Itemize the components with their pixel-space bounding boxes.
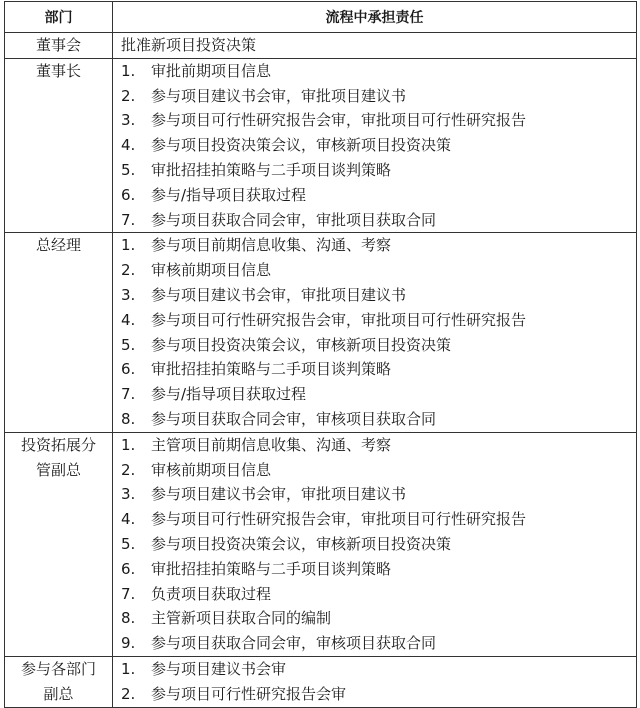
responsibility-cell: [113, 656, 637, 707]
item-text: 参与项目获取合同会审，审批项目获取合同: [151, 210, 437, 229]
department-name-line: 投资拓展分: [20, 435, 96, 454]
list-item: [113, 133, 636, 158]
item-number: 2.: [121, 460, 136, 479]
header-responsibility: 流程中承担责任: [113, 2, 637, 33]
list-item: [113, 283, 636, 308]
list-item: [113, 532, 636, 557]
item-text: 审批招挂拍策略与二手项目谈判策略: [151, 160, 392, 179]
list-item: [113, 557, 636, 582]
list-item: [113, 59, 636, 84]
item-text: 参与项目投资决策会议，审核新项目投资决策: [151, 534, 452, 553]
item-number: 3.: [121, 485, 136, 504]
list-item: [113, 333, 636, 358]
list-item: [113, 233, 636, 258]
list-item: [113, 33, 636, 58]
item-number: 4.: [121, 310, 136, 329]
item-text: 参与项目可行性研究报告会审，审批项目可行性研究报告: [151, 310, 527, 329]
department-cell: [5, 432, 113, 656]
responsibility-cell: [113, 33, 637, 59]
item-text: 参与项目可行性研究报告会审: [151, 684, 347, 703]
table-row: [5, 58, 637, 233]
department-name-line: 副总: [43, 684, 74, 703]
list-item: [113, 458, 636, 483]
item-text: 审批招挂拍策略与二手项目谈判策略: [151, 559, 392, 578]
item-number: 1.: [121, 435, 136, 454]
list-item: [113, 382, 636, 407]
item-number: 1.: [121, 236, 136, 255]
table-row: [5, 656, 637, 707]
department-name-line: 管副总: [35, 460, 81, 479]
item-number: 5.: [121, 534, 136, 553]
item-text: 审核前期项目信息: [151, 460, 272, 479]
department-cell: 董事长: [5, 58, 113, 233]
responsibility-table: [4, 1, 637, 708]
item-number: 9.: [121, 634, 136, 653]
list-item: [113, 158, 636, 183]
item-number: 8.: [121, 609, 136, 628]
item-number: 5.: [121, 160, 136, 179]
list-item: [113, 433, 636, 458]
item-text: 参与项目投资决策会议，审核新项目投资决策: [151, 136, 452, 155]
item-text: 参与项目投资决策会议，审核新项目投资决策: [151, 335, 452, 354]
department-name-line: 参与各部门: [20, 659, 96, 678]
item-number: 2.: [121, 261, 136, 280]
department-cell: 总经理: [5, 233, 113, 432]
item-text: 参与项目建议书会审，审批项目建议书: [151, 485, 407, 504]
item-text: 参与项目可行性研究报告会审，审批项目可行性研究报告: [151, 111, 527, 130]
item-number: 2.: [121, 684, 136, 703]
item-text: 参与/指导项目获取过程: [151, 185, 307, 204]
list-item: [113, 183, 636, 208]
table-row: [5, 233, 637, 432]
item-number: 1.: [121, 61, 136, 80]
item-number: 6.: [121, 360, 136, 379]
item-text: 审批招挂拍策略与二手项目谈判策略: [151, 360, 392, 379]
item-text: 参与项目建议书会审，审批项目建议书: [151, 86, 407, 105]
item-text: 参与项目获取合同会审，审核项目获取合同: [151, 409, 437, 428]
list-item: [113, 606, 636, 631]
item-text: 参与项目建议书会审，审批项目建议书: [151, 285, 407, 304]
department-cell: 董事会: [5, 33, 113, 59]
table-row: [5, 432, 637, 656]
responsibility-cell: [113, 58, 637, 233]
responsibility-cell: [113, 233, 637, 432]
item-number: 7.: [121, 210, 136, 229]
list-item: [113, 631, 636, 656]
item-number: 2.: [121, 86, 136, 105]
list-item: [113, 108, 636, 133]
item-text: 参与/指导项目获取过程: [151, 385, 307, 404]
list-item: [113, 258, 636, 283]
list-item: [113, 208, 636, 233]
item-text: 参与项目前期信息收集、沟通、考察: [151, 236, 392, 255]
item-number: 3.: [121, 285, 136, 304]
item-text: 参与项目可行性研究报告会审，审批项目可行性研究报告: [151, 510, 527, 529]
list-item: [113, 84, 636, 109]
list-item: [113, 357, 636, 382]
department-cell: [5, 656, 113, 707]
item-text: 负责项目获取过程: [151, 584, 272, 603]
item-text: 参与项目获取合同会审，审核项目获取合同: [151, 634, 437, 653]
list-item: [113, 682, 636, 707]
item-number: 7.: [121, 385, 136, 404]
responsibility-cell: [113, 432, 637, 656]
header-department: 部门: [5, 2, 113, 33]
list-item: [113, 507, 636, 532]
item-text: 主管新项目获取合同的编制: [151, 609, 332, 628]
item-text: 审批前期项目信息: [151, 61, 272, 80]
list-item: [113, 582, 636, 607]
list-item: [113, 308, 636, 333]
list-item: [113, 657, 636, 682]
item-number: 7.: [121, 584, 136, 603]
item-number: 6.: [121, 185, 136, 204]
item-text: 主管项目前期信息收集、沟通、考察: [151, 435, 392, 454]
item-text: 审核前期项目信息: [151, 261, 272, 280]
header-row: [5, 2, 637, 33]
item-number: 4.: [121, 136, 136, 155]
list-item: [113, 407, 636, 432]
item-number: 5.: [121, 335, 136, 354]
table-row: [5, 33, 637, 59]
item-text: 批准新项目投资决策: [121, 36, 257, 54]
list-item: [113, 482, 636, 507]
item-number: 8.: [121, 409, 136, 428]
item-number: 3.: [121, 111, 136, 130]
item-number: 4.: [121, 510, 136, 529]
item-number: 1.: [121, 659, 136, 678]
item-number: 6.: [121, 559, 136, 578]
item-text: 参与项目建议书会审: [151, 659, 287, 678]
